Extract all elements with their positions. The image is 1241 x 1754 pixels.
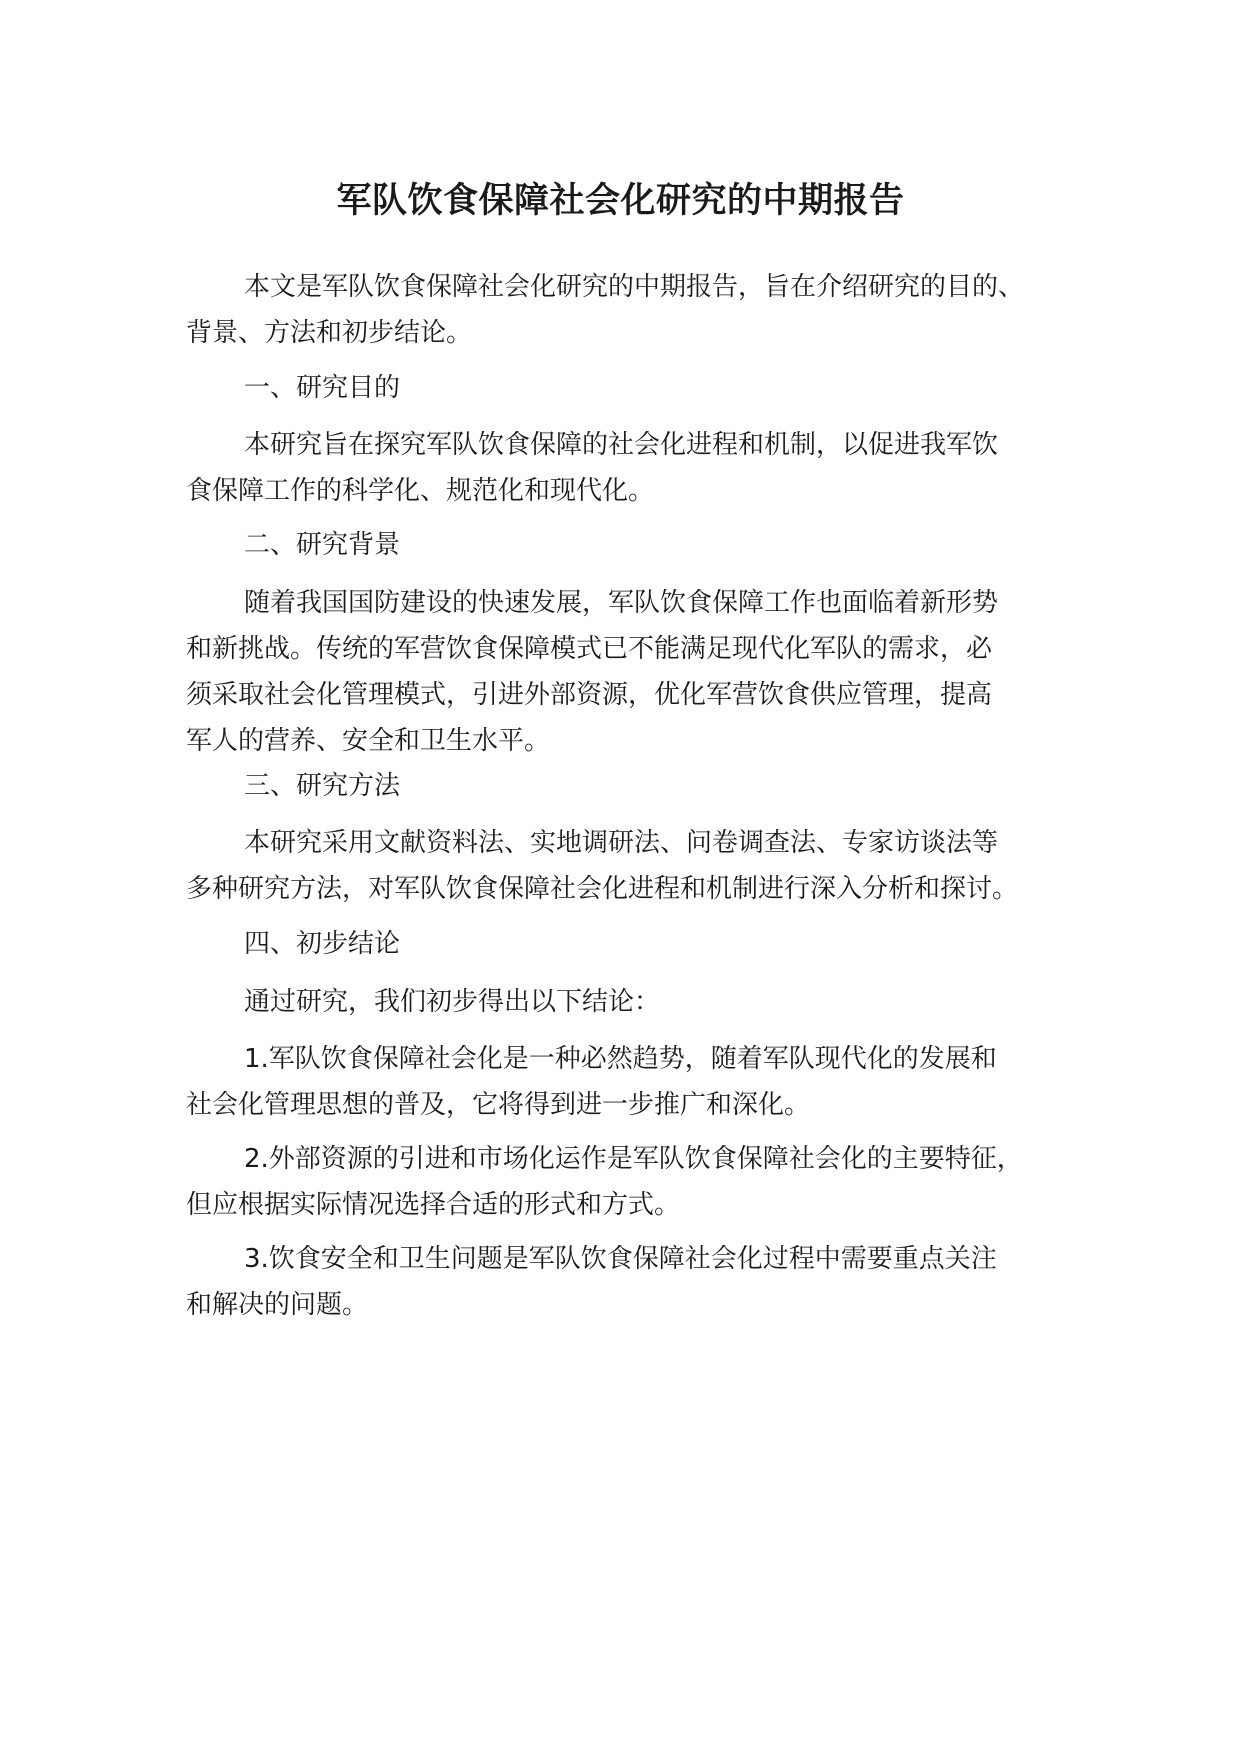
section-intro-conclusion: 通过研究，我们初步得出以下结论： xyxy=(244,987,661,1017)
text-line: 本文是军队饮食保障社会化研究的中期报告，旨在介绍研究的目的、 xyxy=(244,272,1025,302)
text-line: 食保障工作的科学化、规范化和现代化。 xyxy=(186,476,655,506)
text-line: 背景、方法和初步结论。 xyxy=(186,318,473,348)
section-body-method xyxy=(186,820,1086,912)
text-line: 须采取社会化管理模式，引进外部资源，优化军营饮食供应管理，提高 xyxy=(186,680,993,710)
section-heading-purpose: 一、研究目的 xyxy=(244,373,401,403)
intro-paragraph xyxy=(186,264,1086,356)
text-line: 和新挑战。传统的军营饮食保障模式已不能满足现代化军队的需求，必 xyxy=(186,634,993,664)
text-line: 本研究采用文献资料法、实地调研法、问卷调查法、专家访谈法等 xyxy=(244,828,999,858)
section-heading-background: 二、研究背景 xyxy=(244,530,401,560)
conclusion-item-2 xyxy=(186,1136,1086,1228)
text-line: 本研究旨在探究军队饮食保障的社会化进程和机制，以促进我军饮 xyxy=(244,430,999,460)
text-line: 随着我国国防建设的快速发展，军队饮食保障工作也面临着新形势 xyxy=(244,588,999,618)
text-line: 军人的营养、安全和卫生水平。 xyxy=(186,726,551,756)
conclusion-item-3 xyxy=(186,1236,1086,1328)
section-body-background xyxy=(186,580,1086,764)
text-line: 但应根据实际情况选择合适的形式和方式。 xyxy=(186,1190,681,1220)
text-line: 多种研究方法，对军队饮食保障社会化进程和机制进行深入分析和探讨。 xyxy=(186,874,1019,904)
section-heading-conclusion: 四、初步结论 xyxy=(244,929,401,959)
text-line: 2.外部资源的引进和市场化运作是军队饮食保障社会化的主要特征， xyxy=(244,1144,1023,1174)
text-line: 和解决的问题。 xyxy=(186,1290,369,1320)
text-line: 1.军队饮食保障社会化是一种必然趋势，随着军队现代化的发展和 xyxy=(244,1044,997,1074)
text-line: 社会化管理思想的普及，它将得到进一步推广和深化。 xyxy=(186,1090,811,1120)
document-title: 军队饮食保障社会化研究的中期报告 xyxy=(336,181,905,221)
text-line: 3.饮食安全和卫生问题是军队饮食保障社会化过程中需要重点关注 xyxy=(244,1244,997,1274)
section-heading-method: 三、研究方法 xyxy=(244,771,401,801)
section-body-purpose xyxy=(186,422,1086,514)
conclusion-item-1 xyxy=(186,1036,1086,1128)
